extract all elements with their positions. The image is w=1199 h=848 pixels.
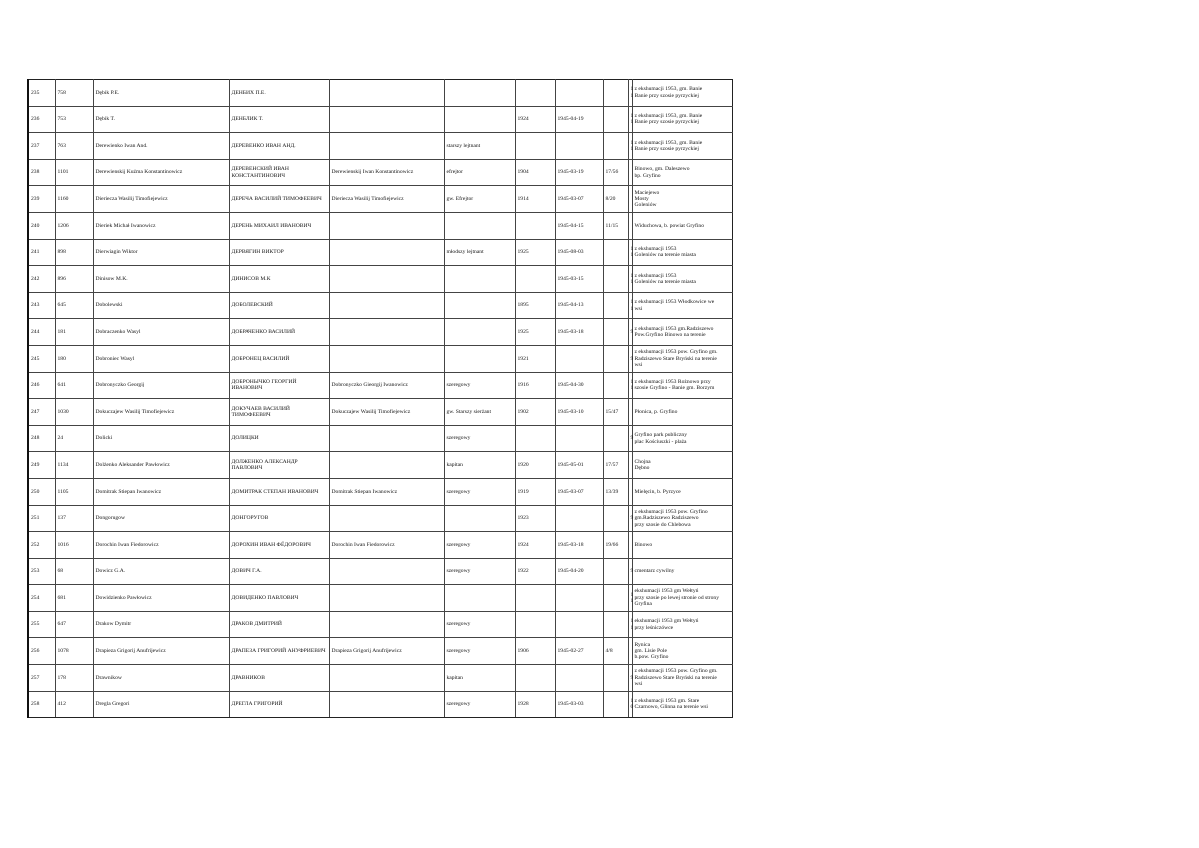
record-id-cell: 1105 — [55, 478, 93, 505]
birth-year-cell: 1920 — [515, 452, 555, 479]
burial-register-table — [27, 79, 733, 718]
record-id-cell: 898 — [55, 239, 93, 266]
table-row — [28, 133, 732, 160]
location-cell: z ekshumacji 1953 gm. Stare Czarnowo, Glinna na terenie wsi — [632, 691, 732, 718]
birth-year-cell — [515, 212, 555, 239]
cyrillic-name-cell: ДЕНБЛИК Т. — [229, 106, 329, 133]
death-date-cell — [555, 585, 603, 612]
birth-year-cell: 1895 — [515, 292, 555, 319]
record-id-cell: 681 — [55, 585, 93, 612]
alt-name-cell — [329, 425, 444, 452]
location-cell: z ekshumacji 1953 Rożnowo przy szosie Gryfino - Banie gm. Borzym — [632, 372, 732, 399]
grave-ref-cell: 4/8 — [603, 638, 628, 665]
cyrillic-name-cell: ДЕРВЯГИН ВИКТОР — [229, 239, 329, 266]
location-cell: Gryfino park publiczny plac Kościuszki - plaża — [632, 425, 732, 452]
cyrillic-name-cell: ДЕРЕВЕНСКИЙ ИВАН КОНСТАНТИНОВИЧ — [229, 159, 329, 186]
rank-cell: szeregowy — [444, 691, 515, 718]
record-id-cell: 645 — [55, 292, 93, 319]
latin-name-cell: Dowicz G.A. — [93, 558, 229, 585]
grave-ref-cell: 8/20 — [603, 186, 628, 213]
row-number-cell: 242 — [28, 266, 55, 293]
grave-ref-cell: 17/56 — [603, 159, 628, 186]
location-cell: ekshumacji 1953 gm Wełtyń przy szosie po lewej stronie od strony Gryfina — [632, 585, 732, 612]
cyrillic-name-cell: ДРЕГЛА ГРИГОРИЙ — [229, 691, 329, 718]
death-date-cell: 1945-04-20 — [555, 558, 603, 585]
row-number-cell: 254 — [28, 585, 55, 612]
cyrillic-name-cell: ДОНГОРУГОВ — [229, 505, 329, 532]
table-row — [28, 106, 732, 133]
alt-name-cell: Domitrak Stiepan Iwanowicz — [329, 478, 444, 505]
rank-cell: gw. Starszy sierżant — [444, 399, 515, 426]
death-date-cell: 1945-04-19 — [555, 106, 603, 133]
death-date-cell: 1945-03-18 — [555, 319, 603, 346]
death-date-cell: 1945-08-03 — [555, 239, 603, 266]
grave-ref-cell — [603, 345, 628, 372]
grave-ref-cell — [603, 505, 628, 532]
grave-ref-cell — [603, 133, 628, 160]
birth-year-cell — [515, 611, 555, 638]
death-date-cell: 1945-03-10 — [555, 399, 603, 426]
grave-ref-cell: 19/66 — [603, 532, 628, 559]
latin-name-cell: Dobroniec Wasyl — [93, 345, 229, 372]
record-id-cell: 178 — [55, 665, 93, 692]
grave-code-cell: 10 — [628, 691, 632, 718]
table-row — [28, 80, 732, 107]
latin-name-cell: Dolicki — [93, 425, 229, 452]
grave-code-cell: 9 — [628, 345, 632, 372]
birth-year-cell: 1922 — [515, 558, 555, 585]
rank-cell: szeregowy — [444, 558, 515, 585]
death-date-cell: 1945-03-18 — [555, 532, 603, 559]
grave-code-cell: 11 — [628, 80, 632, 107]
cyrillic-name-cell: ДОБОЛЕВСКИЙ — [229, 292, 329, 319]
rank-cell — [444, 212, 515, 239]
alt-name-cell — [329, 239, 444, 266]
rank-cell — [444, 505, 515, 532]
birth-year-cell: 1906 — [515, 638, 555, 665]
table-row — [28, 239, 732, 266]
alt-name-cell: Derewienskij Iwan Konstantinowicz — [329, 159, 444, 186]
grave-ref-cell — [603, 292, 628, 319]
row-number-cell: 246 — [28, 372, 55, 399]
rank-cell: szeregowy — [444, 638, 515, 665]
cyrillic-name-cell: ДОРОХИН ИВАН ФЁДОРОВИЧ — [229, 532, 329, 559]
location-cell: Chojna Dębno — [632, 452, 732, 479]
record-id-cell: 180 — [55, 345, 93, 372]
record-id-cell: 1030 — [55, 399, 93, 426]
table-row — [28, 532, 732, 559]
grave-ref-cell — [603, 319, 628, 346]
latin-name-cell: Dokuczajew Wasilij Timofiejewicz — [93, 399, 229, 426]
row-number-cell: 244 — [28, 319, 55, 346]
rank-cell — [444, 292, 515, 319]
location-cell: Maciejewo Mosty Goleniów — [632, 186, 732, 213]
latin-name-cell: Drapieza Grigorij Anufrijewicz — [93, 638, 229, 665]
record-id-cell: 1134 — [55, 452, 93, 479]
birth-year-cell: 1919 — [515, 478, 555, 505]
row-number-cell: 252 — [28, 532, 55, 559]
location-cell: z ekshumacji 1953 pow. Gryfino gm. Radziszewo Stare Bryński na terenie wsi — [632, 345, 732, 372]
grave-code-cell: 11 — [628, 106, 632, 133]
record-id-cell: 763 — [55, 133, 93, 160]
birth-year-cell — [515, 665, 555, 692]
table-row — [28, 638, 732, 665]
grave-ref-cell — [603, 80, 628, 107]
row-number-cell: 248 — [28, 425, 55, 452]
rank-cell: szeregowy — [444, 425, 515, 452]
table-row — [28, 292, 732, 319]
latin-name-cell: Dębik T. — [93, 106, 229, 133]
alt-name-cell — [329, 133, 444, 160]
rank-cell — [444, 106, 515, 133]
location-cell: Płonica, p. Gryfino — [632, 399, 732, 426]
table-row — [28, 505, 732, 532]
death-date-cell: 1945-05-01 — [555, 452, 603, 479]
rank-cell — [444, 585, 515, 612]
location-cell: Binowo, gm. Daleszewo bp. Gryfino — [632, 159, 732, 186]
table-row — [28, 372, 732, 399]
rank-cell: szeregowy — [444, 532, 515, 559]
record-id-cell: 24 — [55, 425, 93, 452]
row-number-cell: 241 — [28, 239, 55, 266]
grave-code-cell: 9 — [628, 319, 632, 346]
location-cell: z ekshumacji 1953, gm. Banie Banie przy szosie pyrzyckiej — [632, 106, 732, 133]
location-cell: z ekshumacji 1953 pow. Gryfino gm. Radziszewo Stare Bryński na terenie wsi — [632, 665, 732, 692]
latin-name-cell: Dinisow M.K. — [93, 266, 229, 293]
row-number-cell: 238 — [28, 159, 55, 186]
death-date-cell: 1945-03-07 — [555, 186, 603, 213]
location-cell: Binowo — [632, 532, 732, 559]
grave-ref-cell: 13/39 — [603, 478, 628, 505]
row-number-cell: 255 — [28, 611, 55, 638]
cyrillic-name-cell: ДИНИСОВ М.К — [229, 266, 329, 293]
alt-name-cell — [329, 611, 444, 638]
grave-code-cell: 11 — [628, 585, 632, 612]
grave-code-cell: 11 — [628, 239, 632, 266]
row-number-cell: 240 — [28, 212, 55, 239]
latin-name-cell: Derewienskij Kuźma Konstantinowicz — [93, 159, 229, 186]
death-date-cell: 1945-04-13 — [555, 292, 603, 319]
table-row — [28, 266, 732, 293]
latin-name-cell: Dierwiagin Wiktor — [93, 239, 229, 266]
grave-code-cell: 9 — [628, 558, 632, 585]
cyrillic-name-cell: ДОКУЧАЕВ ВАСИЛИЙ ТИМОФЕЕВИЧ — [229, 399, 329, 426]
record-id-cell: 896 — [55, 266, 93, 293]
birth-year-cell — [515, 266, 555, 293]
death-date-cell: 1945-04-15 — [555, 212, 603, 239]
alt-name-cell — [329, 505, 444, 532]
cyrillic-name-cell: ДРАКОВ ДМИТРИЙ — [229, 611, 329, 638]
table-row — [28, 212, 732, 239]
row-number-cell: 253 — [28, 558, 55, 585]
row-number-cell: 249 — [28, 452, 55, 479]
alt-name-cell: Dokuczajew Wasilij Timofiejewicz — [329, 399, 444, 426]
row-number-cell: 257 — [28, 665, 55, 692]
birth-year-cell: 1923 — [515, 505, 555, 532]
latin-name-cell: Dobraczenko Wasyl — [93, 319, 229, 346]
alt-name-cell: Drapieza Grigorij Anufrijewicz — [329, 638, 444, 665]
location-cell: z ekshumacji 1953 Goleniów na terenie miasta — [632, 239, 732, 266]
alt-name-cell — [329, 585, 444, 612]
record-id-cell: 1101 — [55, 159, 93, 186]
alt-name-cell — [329, 319, 444, 346]
grave-code-cell: 11 — [628, 611, 632, 638]
birth-year-cell: 1925 — [515, 239, 555, 266]
table-row — [28, 399, 732, 426]
latin-name-cell: Dobronyczko Georgij — [93, 372, 229, 399]
latin-name-cell: Dieriek Michał Iwanowicz — [93, 212, 229, 239]
latin-name-cell: Drakow Dymitr — [93, 611, 229, 638]
latin-name-cell: Dolżenko Aleksander Pawłowicz — [93, 452, 229, 479]
row-number-cell: 247 — [28, 399, 55, 426]
cyrillic-name-cell: ДРАВНИКОВ — [229, 665, 329, 692]
cyrillic-name-cell: ДЕРЕВЕНКО ИВАН АНД. — [229, 133, 329, 160]
cyrillic-name-cell: ДОБРАЧЕНКО ВАСИЛИЙ — [229, 319, 329, 346]
rank-cell: efrejtor — [444, 159, 515, 186]
death-date-cell — [555, 611, 603, 638]
alt-name-cell — [329, 345, 444, 372]
rank-cell: gw. Efrejtor — [444, 186, 515, 213]
latin-name-cell: Drawnikow — [93, 665, 229, 692]
death-date-cell: 1945-04-30 — [555, 372, 603, 399]
row-number-cell: 258 — [28, 691, 55, 718]
rank-cell: starszy lejtnant — [444, 133, 515, 160]
record-id-cell: 758 — [55, 80, 93, 107]
latin-name-cell: Dobolewski — [93, 292, 229, 319]
grave-code-cell: 11 — [628, 266, 632, 293]
record-id-cell: 181 — [55, 319, 93, 346]
cyrillic-name-cell: ДОВИДЕНКО ПАВЛОВИЧ — [229, 585, 329, 612]
cyrillic-name-cell: ДОЛИЦКИ — [229, 425, 329, 452]
grave-ref-cell — [603, 425, 628, 452]
birth-year-cell: 1924 — [515, 532, 555, 559]
latin-name-cell: Dorochin Iwan Fiedorowicz — [93, 532, 229, 559]
latin-name-cell: Domitrak Stiepan Iwanowicz — [93, 478, 229, 505]
birth-year-cell: 1928 — [515, 691, 555, 718]
table-row — [28, 478, 732, 505]
location-cell: Widuchowa, b. powiat Gryfino — [632, 212, 732, 239]
rank-cell: kapitan — [444, 452, 515, 479]
location-cell: Mielęcin, b. Pyrzyce — [632, 478, 732, 505]
row-number-cell: 239 — [28, 186, 55, 213]
birth-year-cell — [515, 585, 555, 612]
death-date-cell: 1945-03-07 — [555, 478, 603, 505]
birth-year-cell: 1916 — [515, 372, 555, 399]
grave-ref-cell: 15/47 — [603, 399, 628, 426]
grave-ref-cell: 17/57 — [603, 452, 628, 479]
row-number-cell: 251 — [28, 505, 55, 532]
birth-year-cell: 1904 — [515, 159, 555, 186]
table-row — [28, 345, 732, 372]
grave-code-cell: 11 — [628, 133, 632, 160]
table-row — [28, 186, 732, 213]
grave-code-cell: 9 — [628, 505, 632, 532]
cyrillic-name-cell: ДОМИТРАК СТЕПАН ИВАНОВИЧ — [229, 478, 329, 505]
alt-name-cell — [329, 266, 444, 293]
table-row — [28, 452, 732, 479]
death-date-cell — [555, 665, 603, 692]
death-date-cell: 1945-03-19 — [555, 159, 603, 186]
row-number-cell: 237 — [28, 133, 55, 160]
grave-ref-cell — [603, 558, 628, 585]
death-date-cell — [555, 133, 603, 160]
cyrillic-name-cell: ДЕНБИХ П.Е. — [229, 80, 329, 107]
grave-ref-cell — [603, 372, 628, 399]
cyrillic-name-cell: ДОВИЧ Г.А. — [229, 558, 329, 585]
table-row — [28, 558, 732, 585]
alt-name-cell — [329, 691, 444, 718]
table-row — [28, 425, 732, 452]
latin-name-cell: Dongorugow — [93, 505, 229, 532]
rank-cell: szeregowy — [444, 478, 515, 505]
record-id-cell: 412 — [55, 691, 93, 718]
grave-ref-cell — [603, 611, 628, 638]
birth-year-cell: 1925 — [515, 319, 555, 346]
cyrillic-name-cell: ДОБРОНЫЧКО ГЕОРГИЙ ИВАНОВИЧ — [229, 372, 329, 399]
alt-name-cell — [329, 212, 444, 239]
death-date-cell — [555, 505, 603, 532]
record-id-cell: 641 — [55, 372, 93, 399]
alt-name-cell — [329, 292, 444, 319]
record-id-cell: 753 — [55, 106, 93, 133]
grave-code-cell: 9 — [628, 425, 632, 452]
grave-ref-cell — [603, 239, 628, 266]
death-date-cell — [555, 80, 603, 107]
cyrillic-name-cell: ДЕРЕНЬ МИХАИЛ ИВАНОВИЧ — [229, 212, 329, 239]
record-id-cell: 647 — [55, 611, 93, 638]
cyrillic-name-cell: ДРАПЕЗА ГРИГОРИЙ АНУФРИЕВИЧ — [229, 638, 329, 665]
rank-cell — [444, 345, 515, 372]
alt-name-cell: Dobronyczko Gieorgij Iwanowicz — [329, 372, 444, 399]
latin-name-cell: Dębik P.E. — [93, 80, 229, 107]
alt-name-cell — [329, 558, 444, 585]
rank-cell: szeregowy — [444, 372, 515, 399]
location-cell: Rynica gm. Lisie Pole b.pow. Gryfino — [632, 638, 732, 665]
grave-ref-cell — [603, 691, 628, 718]
table-row — [28, 585, 732, 612]
row-number-cell: 243 — [28, 292, 55, 319]
latin-name-cell: Dregla Gregori — [93, 691, 229, 718]
birth-year-cell: 1921 — [515, 345, 555, 372]
row-number-cell: 235 — [28, 80, 55, 107]
death-date-cell: 1945-02-27 — [555, 638, 603, 665]
location-cell: z ekshumacji 1953 Goleniów na terenie miasta — [632, 266, 732, 293]
death-date-cell: 1945-03-03 — [555, 691, 603, 718]
cyrillic-name-cell: ДОЛЖЕНКО АЛЕКСАНДР ПАВЛОВИЧ — [229, 452, 329, 479]
grave-ref-cell — [603, 665, 628, 692]
grave-code-cell: 9 — [628, 665, 632, 692]
latin-name-cell: Derewienko Iwan And. — [93, 133, 229, 160]
table-row — [28, 665, 732, 692]
alt-name-cell: Dieriecza Wasilij Timofiejewicz — [329, 186, 444, 213]
alt-name-cell: Dorochin Iwan Fiedorowicz — [329, 532, 444, 559]
row-number-cell: 236 — [28, 106, 55, 133]
grave-code-cell: 11 — [628, 372, 632, 399]
rank-cell — [444, 80, 515, 107]
death-date-cell — [555, 425, 603, 452]
record-id-cell: 137 — [55, 505, 93, 532]
location-cell: z ekshumacji 1953 pow. Gryfino gm.Radziszewo Radziszewo przy szosie do Chlebowa — [632, 505, 732, 532]
alt-name-cell — [329, 665, 444, 692]
rank-cell: szeregowy — [444, 611, 515, 638]
table-row — [28, 319, 732, 346]
grave-ref-cell — [603, 266, 628, 293]
birth-year-cell — [515, 425, 555, 452]
alt-name-cell — [329, 106, 444, 133]
row-number-cell: 245 — [28, 345, 55, 372]
cyrillic-name-cell: ДЕРЕЧА ВАСИЛИЙ ТИМОФЕЕВИЧ — [229, 186, 329, 213]
death-date-cell: 1945-03-15 — [555, 266, 603, 293]
rank-cell: kapitan — [444, 665, 515, 692]
alt-name-cell — [329, 452, 444, 479]
cyrillic-name-cell: ДОБРОНЕЦ ВАСИЛИЙ — [229, 345, 329, 372]
birth-year-cell — [515, 80, 555, 107]
record-id-cell: 1206 — [55, 212, 93, 239]
latin-name-cell: Dieriecza Wasilij Timofiejewicz — [93, 186, 229, 213]
record-id-cell: 1160 — [55, 186, 93, 213]
row-number-cell: 256 — [28, 638, 55, 665]
grave-ref-cell: 11/15 — [603, 212, 628, 239]
rank-cell — [444, 319, 515, 346]
birth-year-cell: 1914 — [515, 186, 555, 213]
record-id-cell: 1078 — [55, 638, 93, 665]
latin-name-cell: Dowidzienko Pawłowicz — [93, 585, 229, 612]
location-cell: z ekshumacji 1953 gm.Radziszewo Pow.Gryfino Binowo na terenie — [632, 319, 732, 346]
location-cell: z ekshumacji 1953 Włodkowice we wsi — [632, 292, 732, 319]
birth-year-cell: 1902 — [515, 399, 555, 426]
location-cell: cmentarz cywilny — [632, 558, 732, 585]
grave-ref-cell — [603, 585, 628, 612]
table-row — [28, 691, 732, 718]
location-cell: z ekshumacji 1953, gm. Banie Banie przy szosie pyrzyckiej — [632, 80, 732, 107]
location-cell: z ekshumacji 1953, gm. Banie Banie przy szosie pyrzyckiej — [632, 133, 732, 160]
record-id-cell: 1016 — [55, 532, 93, 559]
table-row — [28, 159, 732, 186]
table-body — [28, 80, 732, 718]
birth-year-cell — [515, 133, 555, 160]
row-number-cell: 250 — [28, 478, 55, 505]
death-date-cell — [555, 345, 603, 372]
grave-code-cell: 11 — [628, 292, 632, 319]
grave-ref-cell — [603, 106, 628, 133]
location-cell: ekshumacji 1953 gm Wełtyń przy leśniczówce — [632, 611, 732, 638]
alt-name-cell — [329, 80, 444, 107]
rank-cell — [444, 266, 515, 293]
record-id-cell: 68 — [55, 558, 93, 585]
birth-year-cell: 1924 — [515, 106, 555, 133]
rank-cell: młodszy lejtnant — [444, 239, 515, 266]
table-row — [28, 611, 732, 638]
